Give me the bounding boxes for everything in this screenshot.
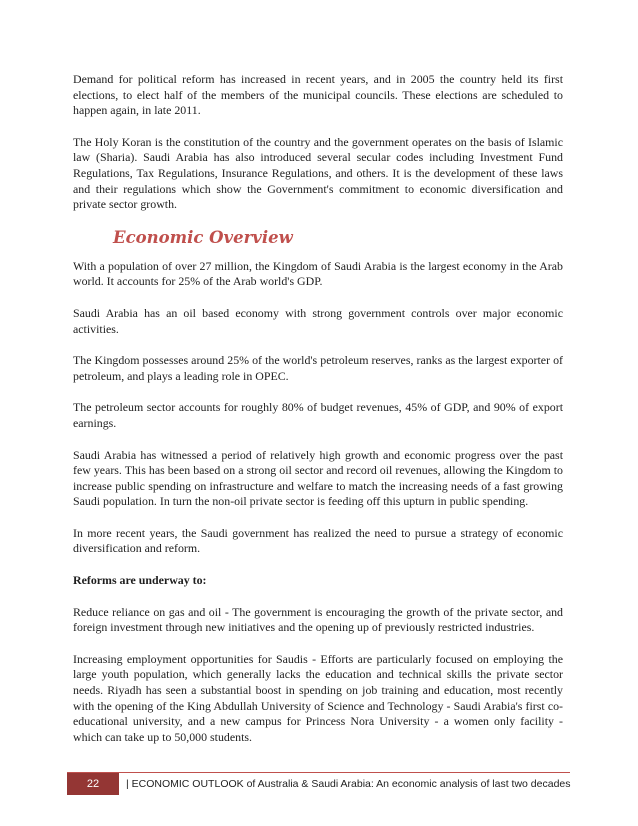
paragraph-population: With a population of over 27 million, the Kingdom of Saudi Arabia is the largest economy in the Arab world. It accounts for 25% of the Arab world's GDP. [73,258,563,289]
paragraph-growth: Saudi Arabia has witnessed a period of relatively high growth and economic progress over the past few years. This has been based on a strong oil sector and record oil revenues, allowing the Kingdom to increase public spending on infrastructure and welfare to match the increasing needs of a fast growing Saudi population. In turn the non-oil private sector is feeding off this upturn in public spending. [73,447,563,509]
paragraph-petroleum-sector: The petroleum sector accounts for roughly 80% of budget revenues, 45% of GDP, and 90% of export earnings. [73,400,563,430]
paragraph-diversification: In more recent years, the Saudi government has realized the need to pursue a strategy of economic diversification and reform. [73,525,563,556]
section-heading: Economic Overview [113,227,293,247]
reforms-subheading: Reforms are underway to: [73,573,207,588]
paragraph-oil-economy: Saudi Arabia has an oil based economy with strong government controls over major economic activities. [73,305,563,336]
page-number: 22 [67,773,119,795]
paragraph-employment: Increasing employment opportunities for Saudis - Efforts are particularly focused on employing the large youth population, which generally lacks the education and technical skills the private sector needs. Riyadh has seen a substantial boost in spending on job training and education, most recently with the opening of the King Abdullah University of Science and Technology - Saudi Arabia's first co-educational university, and a new campus for Princess Nora University - a women only facility - which can take up to 50,000 students. [73,651,563,744]
footer-title: | ECONOMIC OUTLOOK of Australia & Saudi Arabia: An economic analysis of last two decades [126,778,571,790]
paragraph-political-reform: Demand for political reform has increased in recent years, and in 2005 the country held its first elections, to elect half of the members of the municipal councils. These elections are scheduled to happen again, in late 2011. [73,72,563,118]
paragraph-holy-koran: The Holy Koran is the constitution of the country and the government operates on the basis of Islamic law (Sharia). Saudi Arabia has also introduced several secular codes including Investment Fund Regulations, Tax Regulations, Insurance Regulations, and others. It is the development of these laws and their regulations which show the Government's commitment to economic diversification and private sector growth. [73,134,563,212]
paragraph-reduce-reliance: Reduce reliance on gas and oil - The government is encouraging the growth of the private sector, and foreign investment through new initiatives and the opening up of previously restricted industries. [73,604,563,635]
page-body [73,72,563,761]
paragraph-petroleum-reserves: The Kingdom possesses around 25% of the world's petroleum reserves, ranks as the largest exporter of petroleum, and plays a leading role in OPEC. [73,353,563,383]
